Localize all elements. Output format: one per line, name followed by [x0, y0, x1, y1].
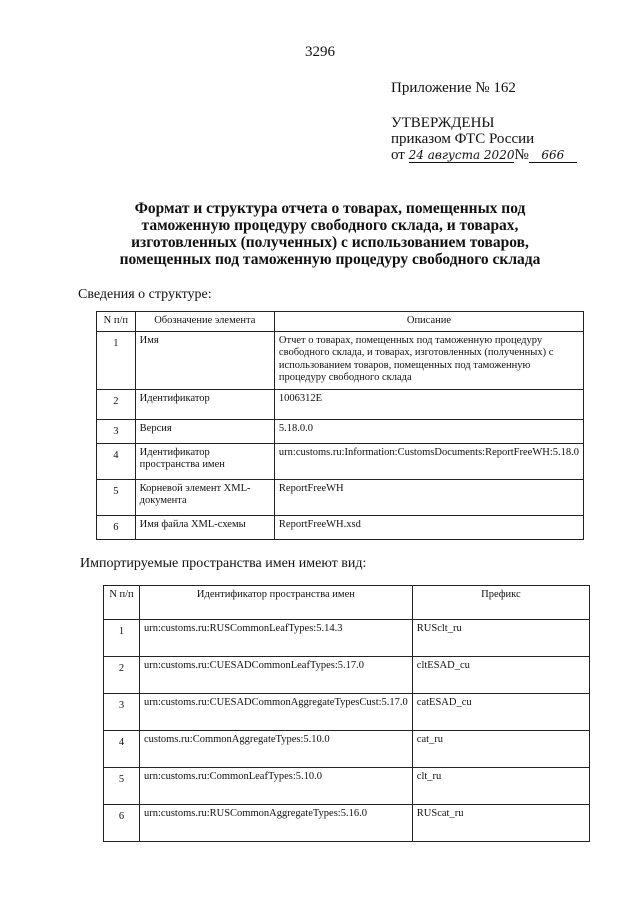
row-num: 6: [104, 805, 140, 842]
row-prefix: cltESAD_cu: [412, 657, 589, 694]
header-num: N п/п: [104, 586, 140, 620]
row-element: Версия: [135, 419, 274, 443]
table-row: [97, 419, 584, 443]
structure-table: [96, 311, 584, 540]
order-date-line: [391, 147, 577, 163]
row-description: urn:customs.ru:Information:CustomsDocuments:ReportFreeWH:5.18.0: [274, 443, 583, 479]
row-num: 4: [97, 443, 136, 479]
namespaces-table: [103, 585, 590, 842]
row-num: 1: [97, 331, 136, 389]
row-num: 2: [97, 389, 136, 419]
row-description: ReportFreeWH.xsd: [274, 515, 583, 539]
table-row: [104, 805, 590, 842]
table-row: [97, 515, 584, 539]
row-num: 3: [97, 419, 136, 443]
row-element: Имя: [135, 331, 274, 389]
row-num: 6: [97, 515, 136, 539]
row-namespace: customs.ru:CommonAggregateTypes:5.10.0: [140, 731, 413, 768]
table-row: [104, 694, 590, 731]
order-label: приказом ФТС России: [391, 131, 535, 147]
row-prefix: cat_ru: [412, 731, 589, 768]
document-title: Формат и структура отчета о товарах, помещенных под таможенную процедуру свободного склада, и товарах, изготовленных (полученных) с использованием товаров, помещенных под таможенную процедуру свободного склада: [119, 200, 541, 268]
row-description: Отчет о товарах, помещенных под таможенную процедуру свободного склада, и товарах, изготовленных (полученных) с использованием товаров, помещенных под таможенную процедуру свободного склада: [274, 331, 583, 389]
approved-label: УТВЕРЖДЕНЫ: [391, 115, 495, 131]
row-num: 2: [104, 657, 140, 694]
table-header-row: [104, 586, 590, 620]
section-namespaces-label: Импортируемые пространства имен имеют вид:: [80, 556, 367, 571]
row-element: Идентификатор пространства имен: [135, 443, 274, 479]
appendix-label: Приложение № 162: [391, 80, 516, 96]
page-number: 3296: [305, 44, 335, 60]
row-prefix: catESAD_cu: [412, 694, 589, 731]
row-prefix: clt_ru: [412, 768, 589, 805]
table-row: [97, 443, 584, 479]
header-element: Обозначение элемента: [135, 312, 274, 332]
row-namespace: urn:customs.ru:CUESADCommonAggregateTypesCust:5.17.0: [140, 694, 413, 731]
table-row: [104, 620, 590, 657]
row-description: 1006312Е: [274, 389, 583, 419]
table-row: [104, 657, 590, 694]
row-namespace: urn:customs.ru:CommonLeafTypes:5.10.0: [140, 768, 413, 805]
row-element: Имя файла XML-схемы: [135, 515, 274, 539]
row-prefix: RUScat_ru: [412, 805, 589, 842]
header-description: Описание: [274, 312, 583, 332]
row-num: 1: [104, 620, 140, 657]
row-num: 5: [97, 479, 136, 515]
row-namespace: urn:customs.ru:CUESADCommonLeafTypes:5.17.0: [140, 657, 413, 694]
table-row: [97, 389, 584, 419]
row-num: 4: [104, 731, 140, 768]
row-element: Идентификатор: [135, 389, 274, 419]
row-num: 3: [104, 694, 140, 731]
table-row: [97, 331, 584, 389]
row-namespace: urn:customs.ru:RUSCommonLeafTypes:5.14.3: [140, 620, 413, 657]
header-num: N п/п: [97, 312, 136, 332]
row-description: 5.18.0.0: [274, 419, 583, 443]
table-row: [104, 768, 590, 805]
header-namespace: Идентификатор пространства имен: [140, 586, 413, 620]
row-description: ReportFreeWH: [274, 479, 583, 515]
handwritten-date: 24 августа 2020: [408, 148, 515, 162]
row-element: Корневой элемент XML-документа: [135, 479, 274, 515]
from-prefix: от: [391, 147, 405, 163]
table-header-row: [97, 312, 584, 332]
header-prefix: Префикс: [412, 586, 589, 620]
row-prefix: RUSclt_ru: [412, 620, 589, 657]
number-prefix: №: [514, 147, 529, 163]
row-num: 5: [104, 768, 140, 805]
section-structure-label: Сведения о структуре:: [78, 287, 212, 302]
table-row: [97, 479, 584, 515]
approval-block: [391, 115, 577, 163]
handwritten-number: 666: [529, 148, 577, 163]
row-namespace: urn:customs.ru:RUSCommonAggregateTypes:5.16.0: [140, 805, 413, 842]
table-row: [104, 731, 590, 768]
